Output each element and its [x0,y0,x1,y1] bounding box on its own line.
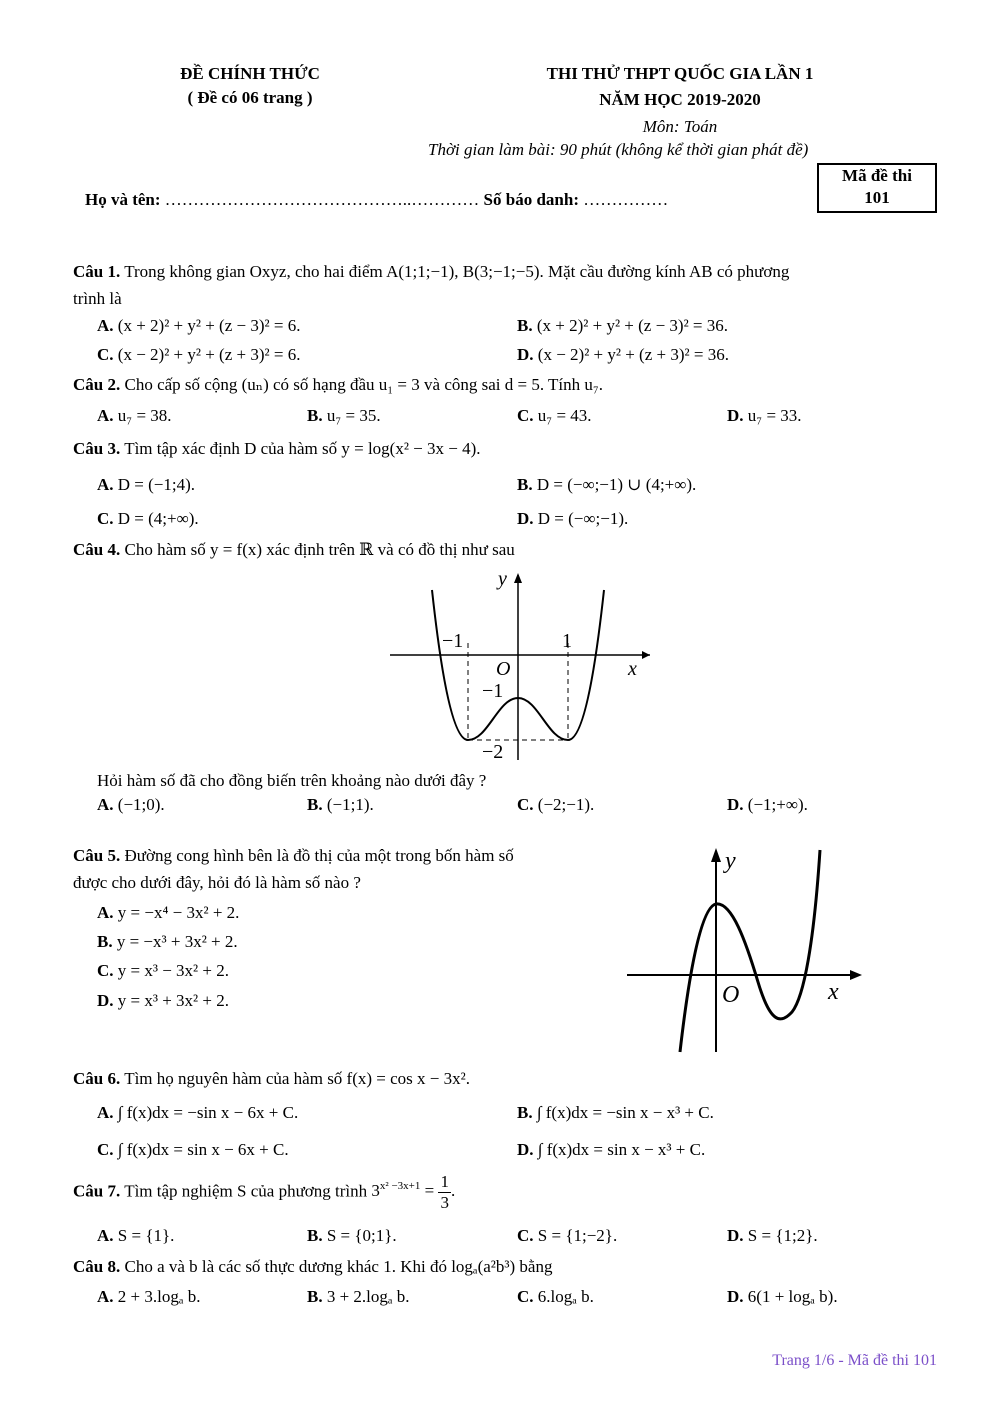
question-label: Câu 8. [73,1257,121,1276]
page-footer: Trang 1/6 - Mã đề thi 101 [772,1352,937,1369]
q5-option-c: C. y = x³ − 3x² + 2. [97,961,229,980]
tick-neg2-y: −2 [482,741,504,763]
question-1 [73,262,789,282]
q5-option-a: A. y = −x⁴ − 3x² + 2. [97,903,240,922]
y-axis-label: y [725,848,736,874]
exam-code-box [817,163,937,213]
header-time: Thời gian làm bài: 90 phút (không kể thời gian phát đề) [428,140,809,159]
question-4-ask: Hỏi hàm số đã cho đồng biến trên khoảng nào dưới đây ? [97,771,487,790]
q8-option-c: C. 6.logₐ b. [517,1287,594,1306]
header-left-subtitle: ( Đề có 06 trang ) [187,88,313,107]
tick-pos1-x: 1 [562,630,572,652]
exam-code-value: 101 [864,188,890,207]
header-left-title: ĐỀ CHÍNH THỨC [180,64,320,83]
q7-option-a: A. S = {1}. [97,1226,175,1245]
x-axis-label: x [828,979,839,1005]
q5-graph [622,842,867,1057]
q1-option-b: B. (x + 2)² + y² + (z − 3)² = 36. [517,316,729,335]
question-text: Cho hàm số y = f(x) xác định trên ℝ và có đồ thị như sau [124,540,515,559]
q6-option-c: C. ∫ f(x)dx = sin x − 6x + C. [97,1140,289,1159]
student-info-line [85,190,668,210]
q1-option-d: D. (x − 2)² + y² + (z + 3)² = 36. [517,345,729,364]
header-exam-title: THI THỬ THPT QUỐC GIA LẦN 1 [546,64,814,83]
question-6 [73,1069,470,1089]
origin-label: O [496,658,511,680]
question-text: Đường cong hình bên là đồ thị của một trong bốn hàm số [124,846,514,865]
name-dots: ……………………………………..………… [164,190,480,209]
q7-equation: $3^{x^2 -3x+1}$ = $\frac{1}{3}$ . [371,1172,456,1212]
question-text: Tìm họ nguyên hàm của hàm số f(x) = cos x − 3x². [124,1069,470,1088]
q3-option-b: B. D = (−∞;−1) ∪ (4;+∞). [517,475,697,494]
q6-option-b: B. ∫ f(x)dx = −sin x − x³ + C. [517,1103,714,1122]
question-label: Câu 6. [73,1069,121,1088]
q2-option-b: B. u₇ = 35. [307,406,381,425]
name-label: Họ và tên: [85,190,161,209]
q6-option-a: A. ∫ f(x)dx = −sin x − 6x + C. [97,1103,299,1122]
question-label: Câu 2. [73,375,121,394]
q4-option-a: A. (−1;0). [97,795,165,814]
q2-option-a: A. u₇ = 38. [97,406,172,425]
q8-option-a: A. 2 + 3.logₐ b. [97,1287,201,1306]
y-axis-arrow-icon [514,573,522,583]
header-subject: Môn: Toán [642,117,718,136]
origin-label: O [722,982,740,1008]
function-curve [680,850,820,1052]
q5-option-d: D. y = x³ + 3x² + 2. [97,991,229,1010]
x-axis-label: x [628,658,637,680]
question-label: Câu 1. [73,262,121,281]
x-axis-arrow-icon [642,651,650,659]
question-2 [73,375,603,395]
q7-option-c: C. S = {1;−2}. [517,1226,618,1245]
sbd-dots: …………… [583,190,669,209]
q3-option-c: C. D = (4;+∞). [97,509,199,528]
q4-option-d: D. (−1;+∞). [727,795,808,814]
question-text: Cho cấp số cộng (uₙ) có số hạng đầu u₁ = 3 và công sai d = 5. Tính u₇. [124,375,604,394]
q8-option-d: D. 6(1 + logₐ b). [727,1287,838,1306]
y-axis-arrow-icon [711,848,721,862]
q3-option-a: A. D = (−1;4). [97,475,196,494]
q7-option-d: D. S = {1;2}. [727,1226,818,1245]
tick-neg1-y: −1 [482,680,504,702]
question-label: Câu 5. [73,846,121,865]
q4-option-c: C. (−2;−1). [517,795,595,814]
question-8 [73,1257,552,1277]
question-label: Câu 7. [73,1181,121,1201]
question-3 [73,439,481,459]
header-school-year: NĂM HỌC 2019-2020 [599,90,761,109]
question-7 [73,1172,455,1213]
question-label: Câu 4. [73,540,121,559]
question-4 [73,540,515,560]
question-1-text-cont: trình là [73,289,122,308]
exam-code-label: Mã đề thi [842,166,912,185]
q7-option-b: B. S = {0;1}. [307,1226,397,1245]
q2-option-c: C. u₇ = 43. [517,406,592,425]
y-axis-label: y [498,568,507,590]
question-text: Cho a và b là các số thực dương khác 1. Khi đó logₐ(a²b³) bằng [124,1257,553,1276]
q1-option-a: A. (x + 2)² + y² + (z − 3)² = 6. [97,316,301,335]
q1-option-c: C. (x − 2)² + y² + (z + 3)² = 6. [97,345,301,364]
q8-option-b: B. 3 + 2.logₐ b. [307,1287,410,1306]
q6-option-d: D. ∫ f(x)dx = sin x − x³ + C. [517,1140,706,1159]
question-text: Tìm tập nghiệm S của phương trình [124,1181,368,1201]
q3-option-d: D. D = (−∞;−1). [517,509,629,528]
question-text: Trong không gian Oxyz, cho hai điểm A(1;1;−1), B(3;−1;−5). Mặt cầu đường kính AB có phương [124,262,790,281]
q4-graph [380,565,660,765]
q5-option-b: B. y = −x³ + 3x² + 2. [97,932,238,951]
x-axis-arrow-icon [850,970,862,980]
q7-fraction: $\frac{1}{3}$ [440,1172,449,1212]
q2-option-d: D. u₇ = 33. [727,406,802,425]
question-label: Câu 3. [73,439,121,458]
question-5-text-cont: được cho dưới đây, hỏi đó là hàm số nào ? [73,873,361,892]
question-text: Tìm tập xác định D của hàm số y = log(x² − 3x − 4). [124,439,481,458]
sbd-label: Số báo danh: [483,190,579,209]
tick-neg1-x: −1 [442,630,464,652]
question-5 [73,846,514,866]
q4-option-b: B. (−1;1). [307,795,374,814]
